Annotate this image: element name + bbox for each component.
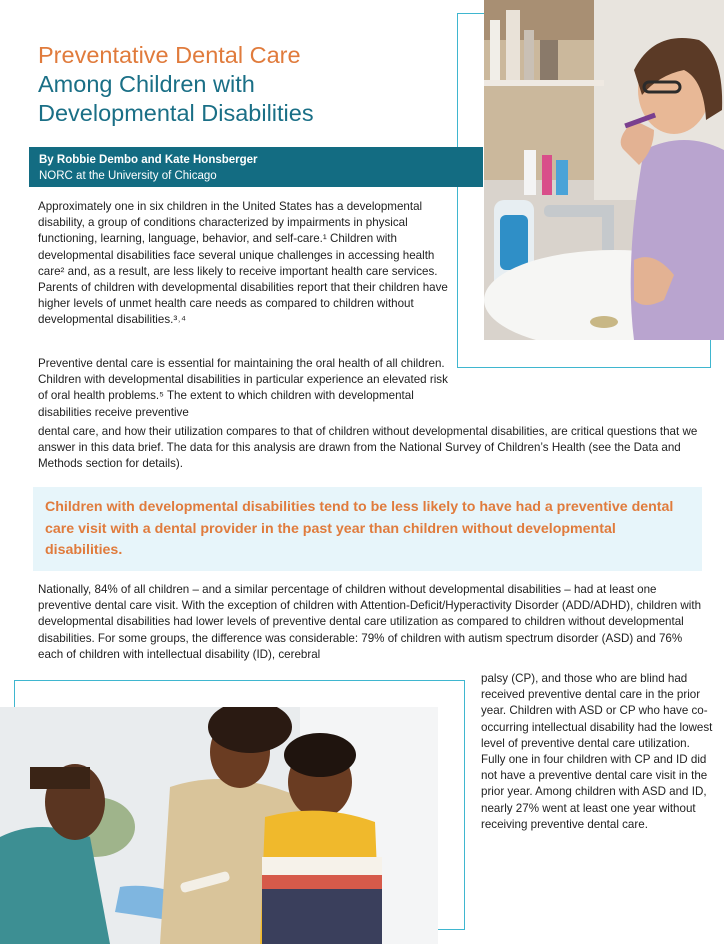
national-findings-paragraph-continued: palsy (CP), and those who are blind had received preventive dental care in the prior year. Children with ASD or CP who have co-occurring intellectual disability had the lowest level of preventive dental care utilization. Fully one in four children with CP and ID did not have a preventive dental care visit in the prior year. Among children with ASD and ID, nearly 27% went at least one year without receiving preventive dental care. (481, 672, 713, 831)
dentist-child-photo (0, 707, 438, 944)
preventive-care-paragraph-end: dental care, and how their utilization compares to that of children without developmental disabilities, are critical questions that we answer in this data brief. The data for this analysis are drawn from the National Survey of Children’s Health (see the Data and Methods section for details). (38, 425, 698, 471)
preventive-care-paragraph-start: Preventive dental care is essential for maintaining the oral health of all children. Children with developmental disabilities in particular experience an elevated risk of oral health problems.⁵ The extent to which children with developmental disabilities receive preventive (38, 357, 448, 419)
national-findings-paragraph: Nationally, 84% of all children – and a similar percentage of children without developmental disabilities – had at least one preventive dental care visit. With the exception of children with Attention-Deficit/Hyperactivity Disorder (ADD/ADHD), children with developmental disabilities had lower levels of preventive dental care utilization as compared to children without developmental disabilities. For some groups, the difference was considerable: 79% of children with autism spectrum disorder (ASD) and 76% each of children with intellectual disability (ID), cerebral (38, 583, 702, 661)
page-title (38, 41, 438, 128)
title-line-3: Developmental Disabilities (38, 100, 314, 126)
author-byline (29, 147, 483, 187)
key-finding-callout (33, 487, 702, 571)
byline-organization: NORC at the University of Chicago (39, 170, 217, 182)
title-line-1: Preventative Dental Care (38, 42, 301, 68)
byline-authors: By Robbie Dembo and Kate Honsberger (39, 154, 258, 166)
woman-brushing-teeth-photo (484, 0, 724, 340)
intro-paragraph: Approximately one in six children in the United States has a developmental disability, a group of conditions characterized by impairments in physical functioning, learning, language, behavior, and self-care.¹ Children with developmental disabilities face several unique challenges in accessing health care² and, as a result, are less likely to receive important health care services. Parents of children with developmental disabilities report that their children have higher levels of unmet health care needs as compared to children without developmental disabilities.³˒⁴ (38, 200, 448, 327)
title-line-2: Among Children with (38, 71, 255, 97)
key-finding-text: Children with developmental disabilities tend to be less likely to have had a preventive dental care visit with a dental provider in the past year than children without developmental disabilities. (45, 499, 674, 558)
